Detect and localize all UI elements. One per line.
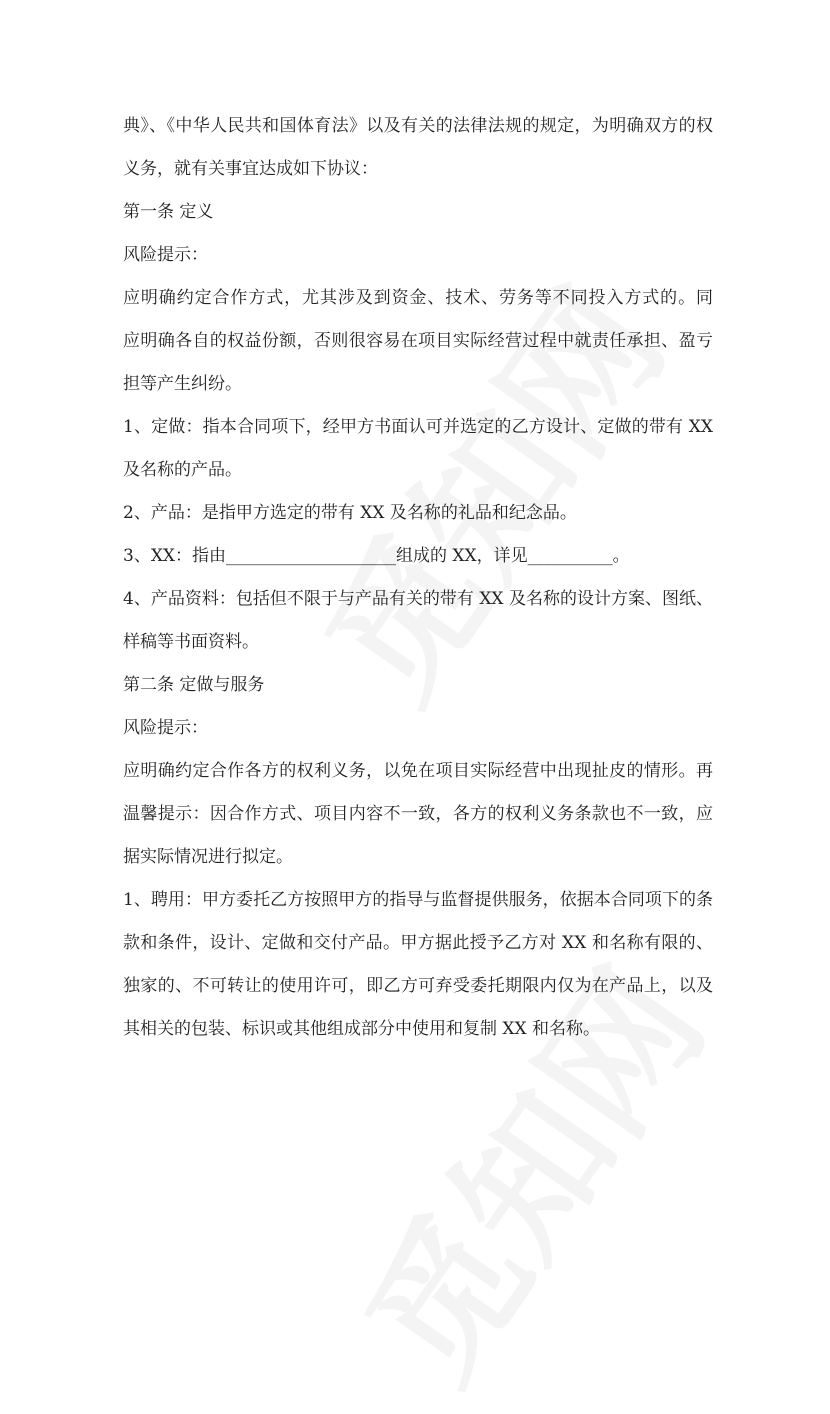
text-line: 应明确各自的权益份额，否则很容易在项目实际经营过程中就责任承担、盈亏 [123,331,713,351]
text-line: 2、产品：是指甲方选定的带有 XX 及名称的礼品和纪念品。 [123,503,577,523]
text-line: 第二条 定做与服务 [123,675,265,695]
text-line: 应明确约定合作方式，尤其涉及到资金、技术、劳务等不同投入方式的。同 [123,288,713,308]
text-line: 温馨提示：因合作方式、项目内容不一致，各方的权利义务条款也不一致，应 [123,804,713,824]
text-line: 4、产品资料：包括但不限于与产品有关的带有 XX 及名称的设计方案、图纸、 [123,589,713,609]
text-line: 及名称的产品。 [123,460,242,480]
text-line: 1、定做：指本合同项下，经甲方书面认可并选定的乙方设计、定做的带有 XX [123,417,713,437]
text-line: 1、聘用：甲方委托乙方按照甲方的指导与监督提供服务，依据本合同项下的条 [123,890,713,910]
text-line: 样稿等书面资料。 [123,632,259,652]
text-line: 风险提示： [123,245,208,265]
text-line: 独家的、不可转让的使用许可，即乙方可弃受委托期限内仅为在产品上，以及 [123,976,713,996]
text-line: 其相关的包装、标识或其他组成部分中使用和复制 XX 和名称。 [123,1019,601,1039]
text-line: 第一条 定义 [123,202,214,222]
text-line: 典》、《中华人民共和国体育法》以及有关的法律法规的规定，为明确双方的权 [123,116,713,136]
text-line: 应明确约定合作各方的权利义务，以免在项目实际经营中出现扯皮的情形。再 [123,761,713,781]
text-line: 担等产生纠纷。 [123,374,242,394]
text-line: 风险提示： [123,718,208,738]
text-line: 义务，就有关事宜达成如下协议： [123,159,378,179]
text-line: 3、XX：指由____________________组成的 XX，详见__________。 [123,546,630,566]
text-line: 款和条件，设计、定做和交付产品。甲方据此授予乙方对 XX 和名称有限的、 [123,933,713,953]
text-line: 据实际情况进行拟定。 [123,847,293,867]
document-body [123,105,713,1051]
